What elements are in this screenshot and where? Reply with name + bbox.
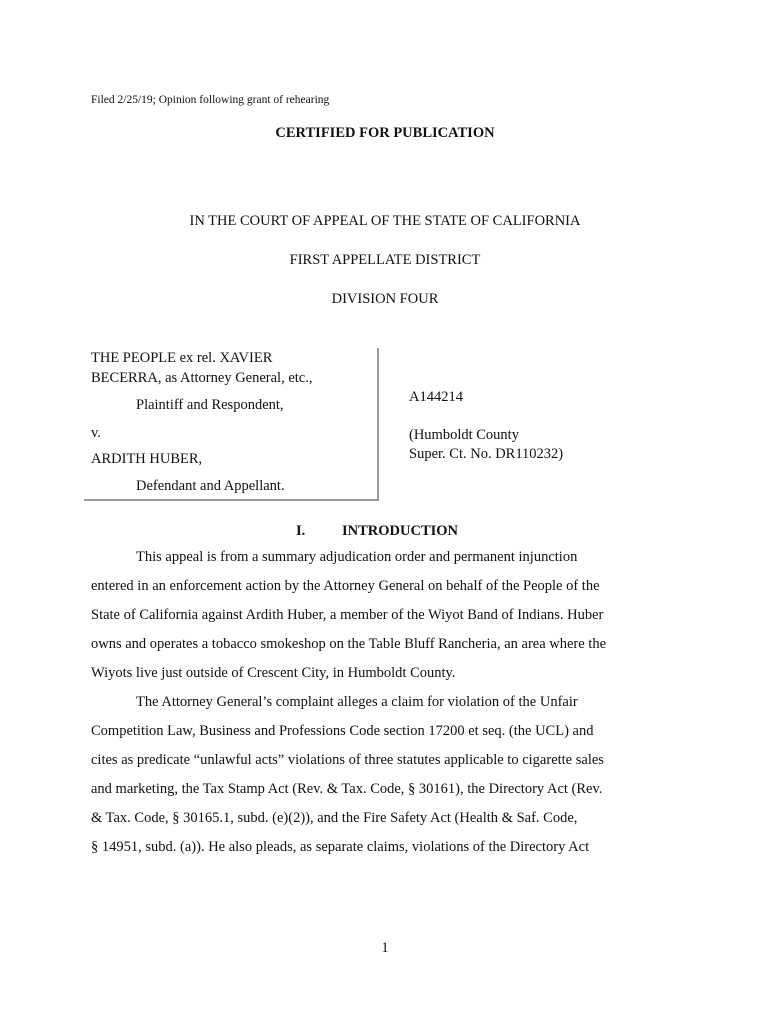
county-line2: Super. Ct. No. DR110232) [409,446,564,462]
page-number: 1 [381,940,389,956]
court-district: FIRST APPELLATE DISTRICT [289,252,481,268]
caption-border-bottom [84,499,379,501]
plaintiff-name-line2: BECERRA, as Attorney General, etc., [91,370,313,386]
court-division: DIVISION FOUR [331,291,439,307]
filed-note: Filed 2/25/19; Opinion following grant of rehearing [91,94,330,106]
caption-border-right [377,348,379,501]
county-line1: (Humboldt County [409,427,519,443]
versus: v. [91,425,101,441]
body-line: § 14951, subd. (a)). He also pleads, as separate claims, violations of the Directory Act [91,839,590,855]
body-line: cites as predicate “unlawful acts” violations of three statutes applicable to cigarette sales [91,752,604,768]
defendant-name: ARDITH HUBER, [91,451,203,467]
certified-heading: CERTIFIED FOR PUBLICATION [275,125,495,141]
body-line: & Tax. Code, § 30165.1, subd. (e)(2)), and the Fire Safety Act (Health & Saf. Code, [91,810,578,826]
court-name: IN THE COURT OF APPEAL OF THE STATE OF CALIFORNIA [189,213,581,229]
body-line: entered in an enforcement action by the Attorney General on behalf of the People of the [91,578,600,594]
plaintiff-role: Plaintiff and Respondent, [136,397,284,413]
body-line: Wiyots live just outside of Crescent City, in Humboldt County. [91,665,456,681]
section-title: INTRODUCTION [342,523,459,539]
case-caption [91,348,377,498]
body-line: This appeal is from a summary adjudication order and permanent injunction [136,549,578,565]
body-line: State of California against Ardith Huber, a member of the Wiyot Band of Indians. Huber [91,607,604,623]
body-line: and marketing, the Tax Stamp Act (Rev. & Tax. Code, § 30161), the Directory Act (Rev. [91,781,603,797]
body-line: owns and operates a tobacco smokeshop on the Table Bluff Rancheria, an area where the [91,636,607,652]
section-number: I. [296,523,306,539]
defendant-role: Defendant and Appellant. [136,478,285,494]
plaintiff-name-line1: THE PEOPLE ex rel. XAVIER [91,350,273,366]
body-line: The Attorney General’s complaint alleges a claim for violation of the Unfair [136,694,578,710]
case-number: A144214 [409,389,463,405]
case-info [409,388,563,464]
body-line: Competition Law, Business and Professions Code section 17200 et seq. (the UCL) and [91,723,594,739]
